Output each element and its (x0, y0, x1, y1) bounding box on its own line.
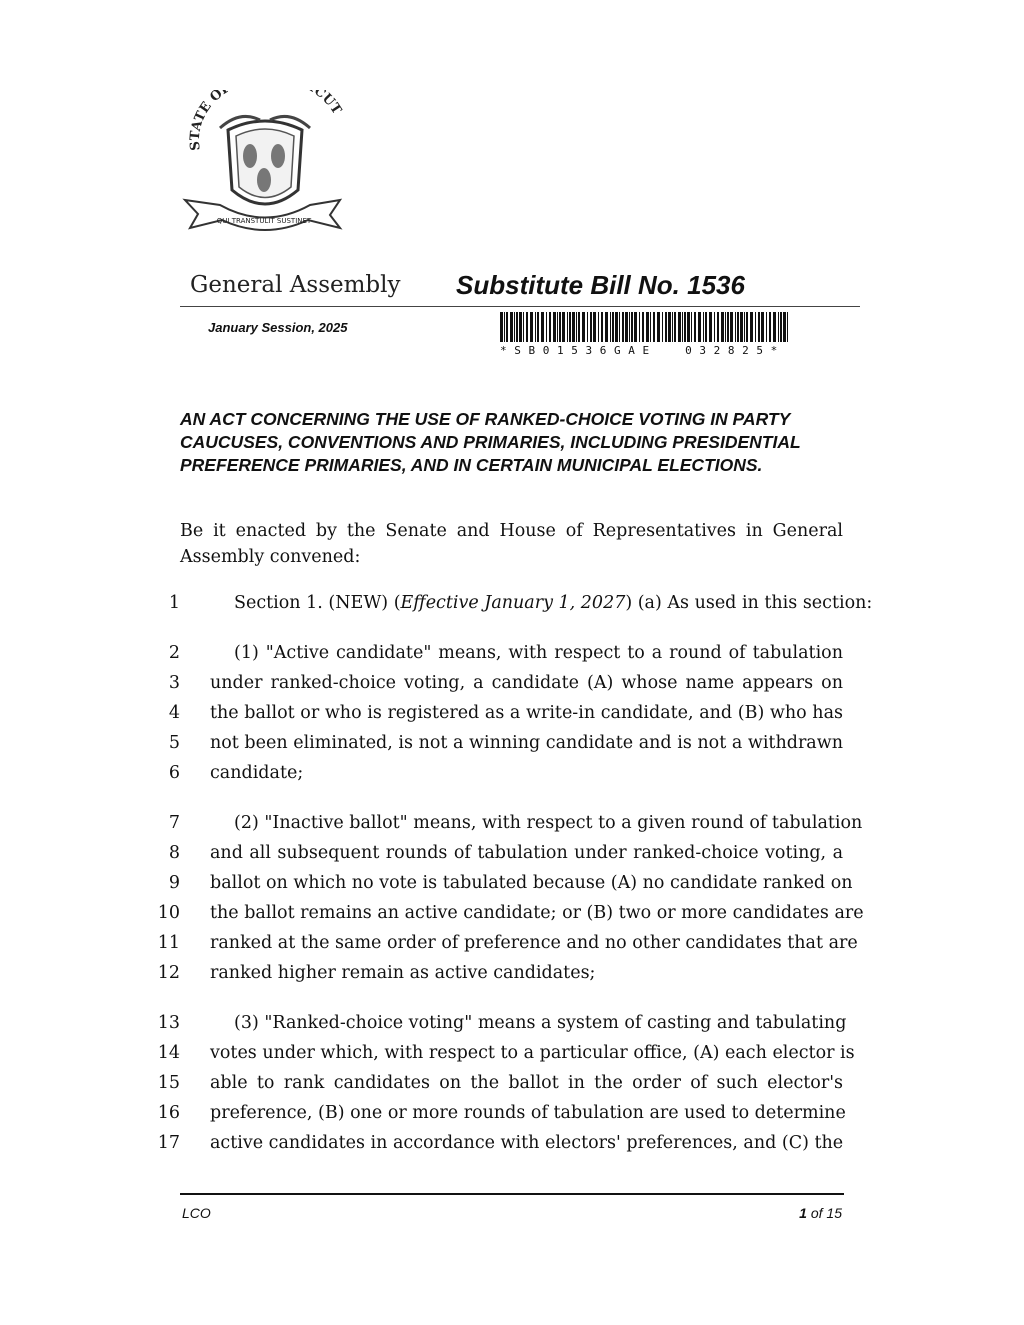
barcode-bar (687, 312, 690, 342)
bill-line (150, 958, 850, 988)
barcode-bar (691, 312, 692, 342)
line-text: the ballot or who is registered as a write-in candidate, and (B) who has (210, 703, 843, 723)
line-number: 3 (168, 673, 180, 693)
line-text: candidate; (210, 763, 304, 783)
barcode-bar (631, 312, 633, 342)
barcode-bar (668, 312, 671, 342)
paragraph (150, 1008, 855, 1158)
line-number: 12 (157, 963, 180, 983)
effective-date: Effective January 1, 2027 (400, 593, 626, 613)
barcode-bar (516, 312, 518, 342)
barcode-bar (705, 312, 707, 342)
bill-line (150, 588, 873, 618)
barcode-bar (698, 312, 701, 342)
barcode-bar (578, 312, 580, 342)
line-number: 2 (168, 643, 180, 663)
line-number: 10 (157, 903, 180, 923)
page-total: of 15 (810, 1205, 842, 1221)
barcode-bar (506, 312, 508, 342)
barcode-bar (567, 312, 568, 342)
barcode-bar (615, 312, 618, 342)
barcode-bar (773, 312, 776, 342)
line-number: 16 (157, 1103, 180, 1123)
barcode-bar (650, 312, 651, 342)
footer-lco: LCO (182, 1205, 211, 1221)
barcode-bar (694, 312, 696, 342)
line-text: (2) "Inactive ballot" means, with respect to a given round of tabulation (234, 813, 863, 833)
bill-line (150, 928, 858, 958)
page-indicator (760, 1205, 842, 1221)
barcode-bar (740, 312, 743, 342)
line-number: 4 (168, 703, 180, 723)
bill-line (150, 868, 853, 898)
barcode-bar (714, 312, 715, 342)
barcode-bar (557, 312, 558, 342)
assembly-label: General Assembly (190, 272, 401, 298)
barcode-bar (598, 312, 599, 342)
barcode-bar (639, 312, 640, 342)
barcode-bar (514, 312, 515, 342)
barcode-bar (559, 312, 561, 342)
barcode-bar (755, 312, 756, 342)
line-number: 6 (168, 763, 180, 783)
enacting-clause: Be it enacted by the Senate and House of Representatives in General Assembly convened: (180, 521, 843, 567)
barcode-bar (622, 312, 624, 342)
state-seal (180, 90, 350, 240)
barcode-bar (682, 312, 683, 342)
barcode-bar (530, 312, 533, 342)
barcode-bar (549, 312, 551, 342)
barcode-bar (553, 312, 556, 342)
bill-line (150, 638, 850, 668)
barcode-bar (582, 312, 585, 342)
barcode-bar (562, 312, 565, 342)
line-number: 1 (168, 593, 180, 613)
barcode-bar (653, 312, 655, 342)
barcode-bar (727, 312, 729, 342)
line-text: ranked at the same order of preference and no other candidates that are (210, 933, 858, 953)
section-1-heading (150, 588, 873, 618)
barcode-bar (709, 312, 712, 342)
line-number: 13 (157, 1013, 180, 1033)
barcode-bar (590, 312, 592, 342)
barcode-bar (569, 312, 571, 342)
bill-line (150, 838, 850, 868)
barcode-text: * S B 0 1 5 3 6 G A E 0 3 2 8 2 5 * (500, 344, 778, 357)
barcode-bar (744, 312, 745, 342)
barcode-bar (601, 312, 603, 342)
barcode-bar (678, 312, 681, 342)
barcode-bar (717, 312, 719, 342)
bill-title: AN ACT CONCERNING THE USE OF RANKED-CHOICE VOTING IN PARTY CAUCUSES, CONVENTIONS AND PRIMARIES, INCLUDING PRESIDENTIAL PREFERENCE PRIMARIES, AND IN CERTAIN MUNICIPAL ELECTIONS. (180, 409, 801, 475)
barcode-bar (523, 312, 524, 342)
bill-number: Substitute Bill No. 1536 (456, 270, 745, 300)
barcode-bar (629, 312, 630, 342)
bill-line (150, 668, 850, 698)
page-number: 1 (799, 1205, 807, 1221)
line-text: not been eliminated, is not a winning candidate and is not a withdrawn (210, 733, 843, 753)
bill-line (150, 1128, 850, 1158)
barcode-bar (746, 312, 748, 342)
barcode-bar (783, 312, 786, 342)
line-text: under ranked-choice voting, a candidate (A) whose name appears on (210, 673, 843, 693)
line-text: Section 1. (NEW) (Effective January 1, 2027) (a) As used in this section: (234, 593, 873, 613)
header-rule (180, 306, 860, 307)
barcode-bar (576, 312, 577, 342)
barcode-bar (587, 312, 588, 342)
bill-line (150, 728, 850, 758)
barcode-bar (787, 312, 788, 342)
line-number: 5 (168, 733, 180, 753)
barcode-bar (634, 312, 637, 342)
bill-line (150, 1068, 850, 1098)
bill-line (150, 1008, 850, 1038)
line-text: the ballot remains an active candidate; or (B) two or more candidates are (210, 903, 864, 923)
line-text: votes under which, with respect to a particular office, (A) each elector is (210, 1043, 855, 1063)
barcode-bar (625, 312, 628, 342)
barcode-bar (758, 312, 760, 342)
barcode-bar (642, 312, 644, 342)
line-text: active candidates in accordance with electors' preferences, and (C) the (210, 1133, 844, 1153)
line-text: (3) "Ranked-choice voting" means a system of casting and tabulating (234, 1013, 847, 1033)
barcode-bar (769, 312, 771, 342)
line-number: 11 (157, 933, 180, 953)
line-number: 7 (168, 813, 180, 833)
barcode-bar (572, 312, 575, 342)
barcode-bar (672, 312, 673, 342)
line-number: 9 (168, 873, 180, 893)
barcode-bar (674, 312, 676, 342)
bill-line (150, 1038, 855, 1068)
barcode-bar (526, 312, 528, 342)
barcode-bar (605, 312, 608, 342)
barcode-bar (537, 312, 539, 342)
barcode-bar (610, 312, 611, 342)
line-number: 14 (157, 1043, 180, 1063)
barcode-bar (657, 312, 660, 342)
session-label: January Session, 2025 (208, 320, 348, 335)
barcode-bar (737, 312, 739, 342)
line-text: ranked higher remain as active candidates; (210, 963, 596, 983)
barcode-bar (662, 312, 663, 342)
barcode-bar (761, 312, 764, 342)
bill-line (150, 898, 864, 928)
barcode-bar (780, 312, 782, 342)
barcode-bar (778, 312, 779, 342)
barcode-bar (510, 312, 513, 342)
line-text: and all subsequent rounds of tabulation under ranked-choice voting, a (210, 843, 843, 863)
bill-line (150, 698, 850, 728)
barcode (500, 312, 792, 342)
bill-line (150, 808, 863, 838)
paragraph (150, 638, 850, 788)
line-text: (1) "Active candidate" means, with respect to a round of tabulation (234, 643, 843, 663)
line-number: 15 (157, 1073, 180, 1093)
barcode-bar (703, 312, 704, 342)
barcode-bar (730, 312, 733, 342)
barcode-bar (546, 312, 547, 342)
barcode-bar (646, 312, 649, 342)
paragraph (150, 808, 864, 988)
barcode-bar (593, 312, 596, 342)
barcode-bar (665, 312, 667, 342)
line-text: able to rank candidates on the ballot in the order of such elector's (210, 1073, 843, 1093)
bill-line (150, 1098, 850, 1128)
barcode-bar (725, 312, 726, 342)
barcode-bar (535, 312, 536, 342)
barcode-bar (541, 312, 544, 342)
bill-body (150, 588, 873, 1178)
barcode-bar (721, 312, 724, 342)
barcode-bar (735, 312, 736, 342)
barcode-bar (619, 312, 620, 342)
barcode-bar (519, 312, 522, 342)
barcode-bar (750, 312, 753, 342)
line-text: ballot on which no vote is tabulated because (A) no candidate ranked on (210, 873, 853, 893)
line-number: 17 (157, 1133, 180, 1153)
barcode-bar (504, 312, 505, 342)
footer-rule (180, 1193, 844, 1195)
barcode-bar (766, 312, 767, 342)
bill-line (150, 758, 850, 788)
barcode-bar (500, 312, 503, 342)
line-text: preference, (B) one or more rounds of tabulation are used to determine (210, 1103, 846, 1123)
line-number: 8 (168, 843, 180, 863)
svg-text:QUI TRANSTULIT SUSTINET: QUI TRANSTULIT SUSTINET (216, 217, 312, 225)
svg-text:STATE OF CONNECTICUT: STATE O CUT (187, 90, 344, 152)
barcode-bar (684, 312, 686, 342)
barcode-bar (612, 312, 614, 342)
